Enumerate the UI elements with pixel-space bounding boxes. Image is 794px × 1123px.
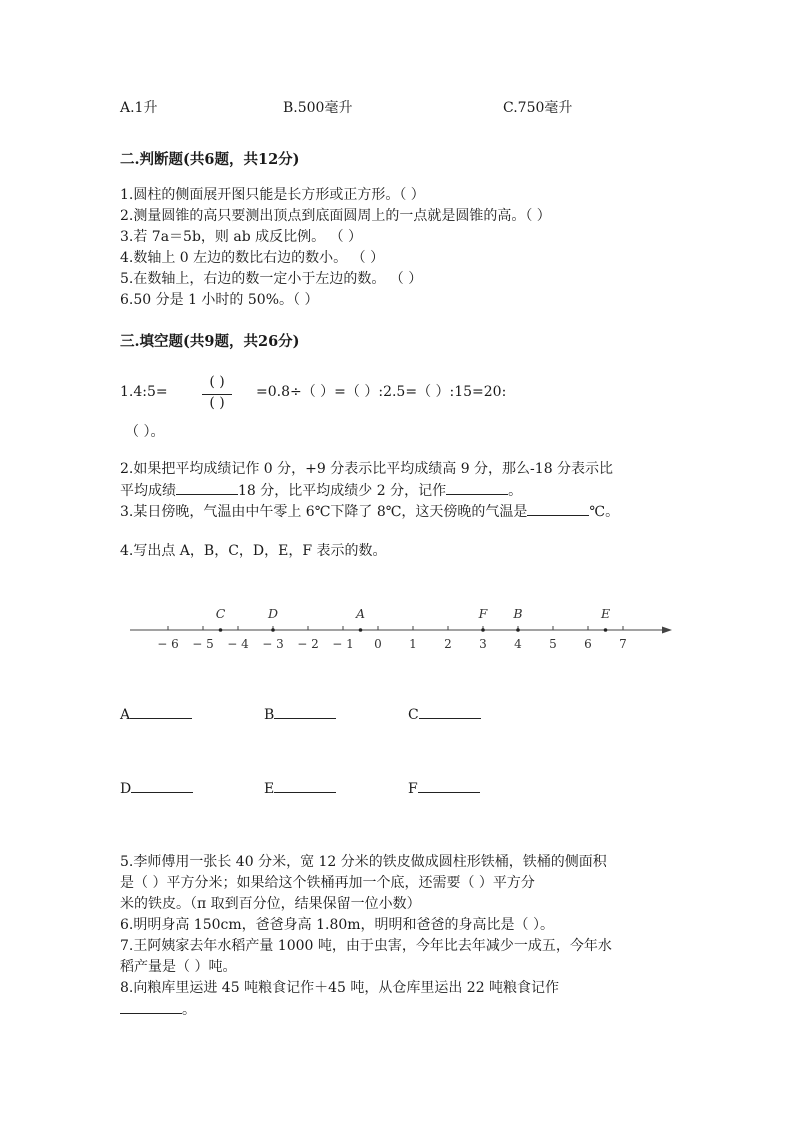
answer-b-label: B [264, 707, 275, 723]
tick-label: 4 [514, 637, 522, 651]
tick-label: − 3 [262, 637, 284, 651]
point-b-dot [516, 628, 520, 632]
point-c-dot [219, 628, 223, 632]
tick-label: 6 [584, 637, 592, 651]
answer-e-blank[interactable] [274, 778, 336, 793]
answer-e-label: E [264, 781, 275, 797]
q7-line2: 稻产量是（ ）吨。 [120, 959, 237, 975]
tick-label: − 2 [297, 637, 319, 651]
q5-line2: 是（ ）平方分米；如果给这个铁桶再加一个底，还需要（ ）平方分 [120, 875, 535, 891]
q1-fraction-denominator: ( ) [209, 395, 225, 411]
point-e-dot [604, 628, 608, 632]
point-f-label: F [478, 606, 488, 621]
q1-rest: =0.8÷（ ）=（ ）:2.5=（ ）:15=20: [256, 384, 507, 400]
q2-text-b: 18 分，比平均成绩少 2 分，记作 [238, 483, 447, 499]
q7-line1: 7.王阿姨家去年水稻产量 1000 吨，由于虫害，今年比去年减少一成五，今年水 [120, 938, 612, 954]
q1-fraction-numerator: ( ) [209, 374, 225, 390]
tick-label: 5 [549, 637, 557, 651]
point-f-dot [481, 628, 485, 632]
number-line [0, 600, 794, 660]
q1-lead: 1.4:5= [120, 384, 168, 400]
tick-label: 0 [374, 637, 382, 651]
option-b: B.500毫升 [283, 100, 353, 116]
q2-line2 [120, 480, 522, 501]
q8-end: 。 [182, 1002, 196, 1018]
q3-text-a: 3.某日傍晚，气温由中午零上 6℃下降了 8℃，这天傍晚的气温是 [120, 504, 528, 520]
answer-d [120, 778, 193, 799]
q8-blank[interactable] [120, 999, 182, 1014]
judge-item-6: 6.50 分是 1 小时的 50%。（ ） [120, 292, 319, 308]
answer-b [264, 704, 336, 725]
point-c-label: C [215, 606, 226, 621]
answer-f-label: F [408, 781, 418, 797]
q1-line2: （ ）。 [125, 424, 165, 440]
option-c: C.750毫升 [503, 100, 573, 116]
judge-item-5: 5.在数轴上，右边的数一定小于左边的数。 （ ） [120, 271, 423, 287]
q5-line1: 5.李师傅用一张长 40 分米，宽 12 分米的铁皮做成圆柱形铁桶，铁桶的侧面积 [120, 854, 607, 870]
q4-line: 4.写出点 A，B，C，D，E，F 表示的数。 [120, 543, 387, 559]
answer-c [408, 704, 481, 725]
point-a-label: A [355, 606, 366, 621]
tick-label: − 6 [157, 637, 179, 651]
q2-text-c: 。 [508, 483, 523, 499]
answer-f [408, 778, 480, 799]
tick-label: 3 [479, 637, 487, 651]
answer-a [120, 704, 192, 725]
answer-a-label: A [120, 707, 131, 723]
q3-text-b: ℃。 [589, 504, 620, 520]
point-d-dot [271, 628, 275, 632]
tick-label: − 5 [192, 637, 214, 651]
answer-b-blank[interactable] [274, 704, 336, 719]
judge-item-1: 1.圆柱的侧面展开图只能是长方形或正方形。（ ） [120, 187, 425, 203]
point-e-label: E [600, 606, 611, 621]
q8-line1: 8.向粮库里运进 45 吨粮食记作＋45 吨，从仓库里运出 22 吨粮食记作 [120, 980, 560, 996]
tick-label: 7 [619, 637, 627, 651]
q5-line3: 米的铁皮。（π 取到百分位，结果保留一位小数） [120, 896, 421, 912]
judge-item-3: 3.若 7a＝5b，则 ab 成反比例。 （ ） [120, 229, 363, 245]
q6-line: 6.明明身高 150cm，爸爸身高 1.80m，明明和爸爸的身高比是（ ）。 [120, 917, 554, 933]
q2-text-a: 平均成绩 [120, 483, 176, 499]
q2-blank-2[interactable] [446, 480, 508, 495]
q2-blank-1[interactable] [176, 480, 238, 495]
tick-label: − 1 [332, 637, 354, 651]
section3-title: 三.填空题(共9题，共26分) [120, 333, 300, 350]
answer-d-blank[interactable] [131, 778, 193, 793]
tick-label: 1 [409, 637, 417, 651]
tick-label: 2 [444, 637, 452, 651]
point-d-label: D [267, 606, 279, 621]
q3-blank[interactable] [527, 501, 589, 516]
answer-c-label: C [408, 707, 419, 723]
tick-label: − 4 [227, 637, 249, 651]
judge-item-2: 2.测量圆锥的高只要测出顶点到底面圆周上的一点就是圆锥的高。（ ） [120, 208, 551, 224]
answer-c-blank[interactable] [419, 704, 481, 719]
answer-e [264, 778, 336, 799]
judge-item-4: 4.数轴上 0 左边的数比右边的数小。 （ ） [120, 250, 385, 266]
answer-f-blank[interactable] [418, 778, 480, 793]
number-line-arrow [662, 627, 672, 634]
option-a: A.1升 [120, 100, 158, 116]
point-b-label: B [513, 606, 523, 621]
q3-line [120, 501, 619, 522]
point-a-dot [359, 628, 363, 632]
answer-a-blank[interactable] [130, 704, 192, 719]
answer-d-label: D [120, 781, 132, 797]
q8-line2 [120, 999, 196, 1020]
q2-line1: 2.如果把平均成绩记作 0 分，+9 分表示比平均成绩高 9 分，那么-18 分表示比 [120, 461, 614, 477]
section2-title: 二.判断题(共6题，共12分) [120, 151, 300, 168]
